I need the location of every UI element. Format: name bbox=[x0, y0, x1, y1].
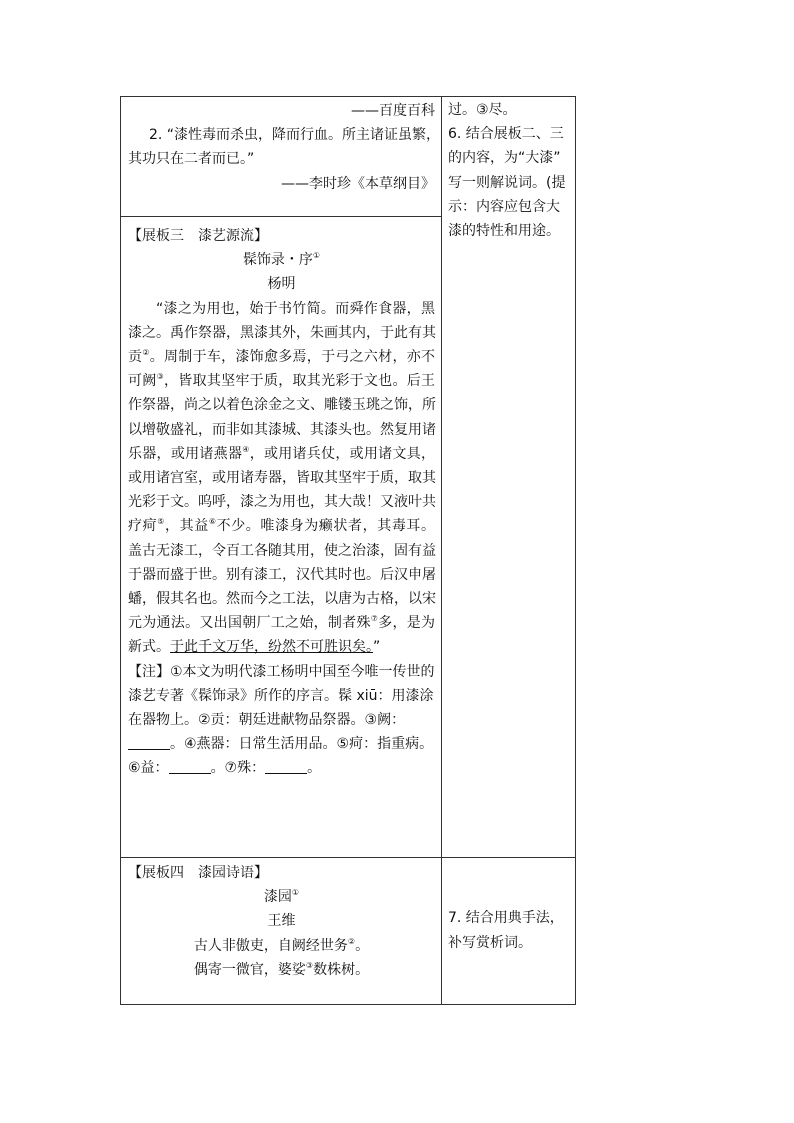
board-3-title: 髹饰录・序① bbox=[242, 251, 321, 269]
poem-line1: 古人非傲吏，自阙经世务②。 bbox=[193, 936, 370, 954]
board-3-text-line: 疗疴⑤，其益⑥不少。唯漆身为癞状者，其毒耳。 bbox=[128, 517, 436, 535]
board-3-text-line: 光彩于文。呜呼，漆之为用也，其大哉！又液叶共 bbox=[128, 494, 436, 511]
board-3-last-line: 新式。于此千文万华，纷然不可胜识矣。” bbox=[128, 639, 381, 656]
note-line5: ⑥益： 。⑦殊： 。 bbox=[128, 760, 322, 777]
question-cell-7 bbox=[442, 858, 576, 1005]
question-6-line5: 漆的特性和用途。 bbox=[448, 223, 560, 240]
board-4-cell bbox=[121, 858, 442, 1005]
board-3-author: 杨明 bbox=[267, 276, 296, 293]
board-3-text-line: 元为通法。又出国朝厂工之始，制者殊⑦多，是为 bbox=[128, 614, 436, 632]
table-row bbox=[121, 97, 576, 217]
board-3-text-line: “漆之为用也，始于书竹简。而舜作食器，黑 bbox=[156, 300, 435, 317]
table-row bbox=[121, 858, 576, 1005]
question-6-line4: 示：内容应包含大 bbox=[448, 198, 560, 215]
board-3-text-line: 盖古无漆工，令百工各随其用，使之治漆，固有益 bbox=[128, 542, 436, 559]
board-4-title: 漆园① bbox=[263, 888, 300, 906]
answer-text: 过。③尽。 bbox=[448, 102, 517, 118]
note-line2: 漆艺专著《髹饰录》所作的序言。髹 xiū：用漆涂 bbox=[128, 687, 434, 704]
board-3-text-line: 以增敬盛礼，而非如其漆城、其漆头也。然复用诸 bbox=[128, 421, 436, 438]
note-line4: 。④燕器：日常生活用品。⑤疴：指重病。 bbox=[128, 732, 435, 756]
question-cell-6 bbox=[442, 97, 576, 858]
question-7-line1: 7. 结合用典手法， bbox=[448, 910, 564, 926]
question-7-line2: 补写赏析词。 bbox=[448, 935, 532, 951]
quote-bencao-line2: 其功只在二者而已。” bbox=[128, 151, 255, 168]
question-6-line1: 6. 结合展板二、三 bbox=[448, 126, 564, 143]
underlined-sentence: 于此千文万华，纷然不可胜识矣。 bbox=[170, 639, 373, 656]
quote-bencao-line1: 2. “漆性毒而杀虫，降而行血。所主诸证虽繁， bbox=[149, 127, 441, 144]
answer-blank-que[interactable] bbox=[128, 735, 170, 750]
board-3-text-line: 作祭器，尚之以着色涂金之文、雕镂玉珧之饰，所 bbox=[128, 397, 436, 414]
poem-line2: 偶寄一微官，婆娑③数株树。 bbox=[193, 960, 370, 978]
exhibit-table bbox=[120, 96, 576, 1005]
board-3-cell bbox=[121, 217, 442, 858]
board-3-text-line: 乐器，或用诸燕器④，或用诸兵仗，或用诸文具， bbox=[128, 444, 436, 462]
board-3-text-line: 贡②。周制于车，漆饰愈多焉，于弓之六材，亦不 bbox=[128, 348, 436, 366]
question-6-line3: 写一则解说词。(提 bbox=[448, 174, 566, 191]
board-3-text-line: 于器而盛于世。别有漆工，汉代其时也。后汉申屠 bbox=[128, 566, 436, 583]
note-line3: 在器物上。②贡：朝廷进献物品祭器。③阙： bbox=[128, 712, 406, 729]
question-6-line2: 的内容，为“大漆” bbox=[448, 150, 561, 167]
source-bencao: ——李时珍《本草纲目》 bbox=[281, 175, 435, 192]
board-4-author: 王维 bbox=[267, 913, 296, 930]
answer-blank-shu[interactable] bbox=[265, 759, 307, 774]
board-3-text-line: 漆之。禹作祭器，黑漆其外，朱画其内，于此有其 bbox=[128, 324, 436, 341]
source-baidu: ——百度百科 bbox=[351, 103, 435, 119]
board-4-heading: 【展板四 漆园诗语】 bbox=[128, 865, 268, 881]
board-3-text-line: 或用诸宫室，或用诸寿器，皆取其坚牢于质，取其 bbox=[128, 470, 436, 487]
note-line1: 【注】①本文为明代漆工杨明中国至今唯一传世的 bbox=[128, 663, 435, 680]
quote-cell bbox=[121, 97, 442, 217]
board-3-text-line: 蟠，假其名也。然而今之工法，以唐为古格，以宋 bbox=[128, 591, 436, 608]
board-3-body bbox=[128, 297, 435, 636]
board-3-text-line: 可阙③，皆取其坚牢于质，取其光彩于文也。后王 bbox=[128, 372, 436, 390]
answer-blank-yi[interactable] bbox=[169, 759, 211, 774]
board-3-heading: 【展板三 漆艺源流】 bbox=[128, 228, 268, 244]
